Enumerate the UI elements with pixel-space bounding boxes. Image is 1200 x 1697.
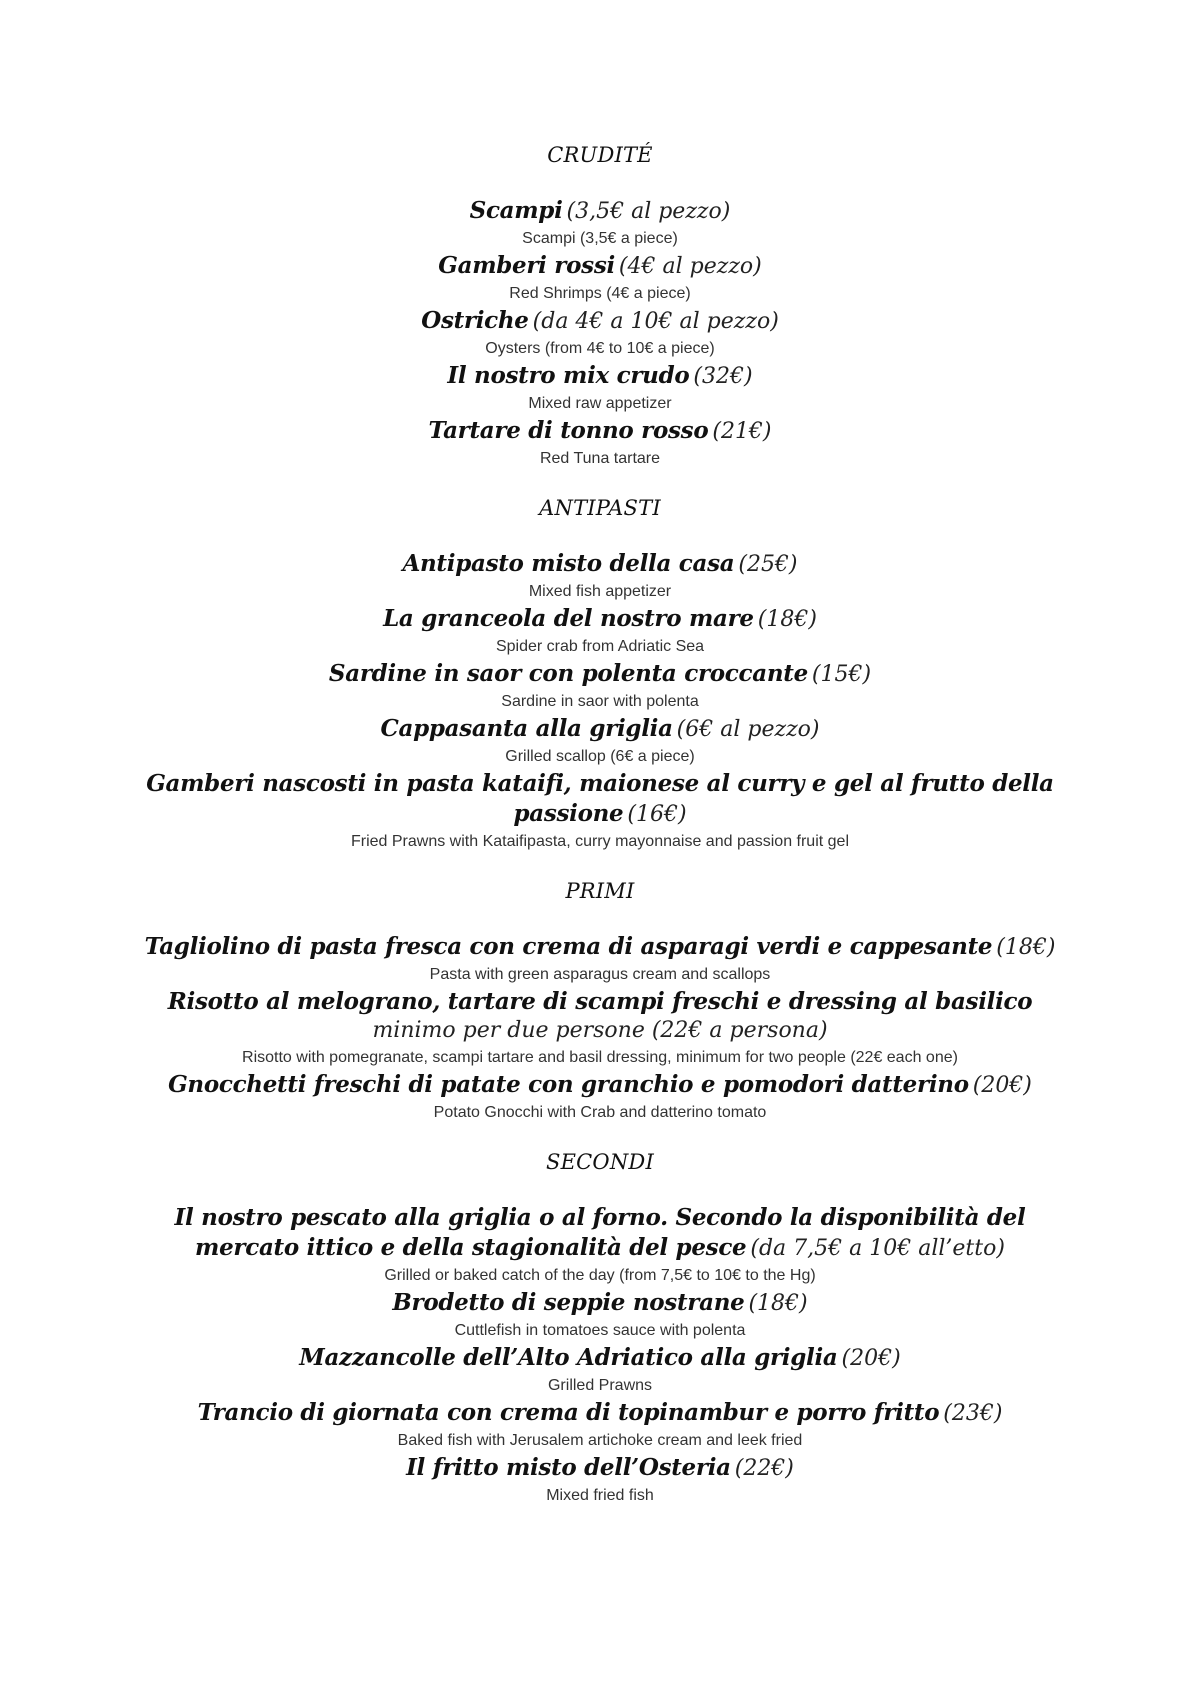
item-price: (da 7,5€ a 10€ all’etto): [750, 1236, 1005, 1261]
menu-item: [130, 769, 1070, 854]
item-name: Tartare di tonno rosso: [428, 417, 709, 444]
menu-item: [130, 361, 1070, 416]
section-crudite: [130, 140, 1070, 471]
item-name: Cappasanta alla griglia: [380, 715, 673, 742]
menu-item: [130, 714, 1070, 769]
item-translation: Red Tuna tartare: [539, 450, 661, 467]
section-title: SECONDI: [546, 1150, 654, 1174]
item-name: Risotto al melograno, tartare di scampi freschi e dressing al basilico: [167, 988, 1033, 1015]
item-translation: Grilled or baked catch of the day (from 7,5€ to 10€ to the Hg): [384, 1267, 816, 1284]
item-price: (18€): [748, 1291, 808, 1316]
menu-item: [130, 1070, 1070, 1125]
menu-item: [130, 1288, 1070, 1343]
menu-item: [130, 416, 1070, 471]
item-translation: Pasta with green asparagus cream and scallops: [429, 966, 771, 983]
item-name: Antipasto misto della casa: [402, 550, 735, 577]
item-name: Gamberi rossi: [438, 252, 615, 279]
item-name: Sardine in saor con polenta croccante: [328, 660, 808, 687]
item-price: (21€): [712, 419, 772, 444]
item-translation: Risotto with pomegranate, scampi tartare and basil dressing, minimum for two people (22€ each one): [242, 1049, 958, 1066]
menu-item: [130, 251, 1070, 306]
section-antipasti: [130, 493, 1070, 854]
item-translation: Oysters (from 4€ to 10€ a piece): [485, 340, 715, 357]
item-translation: Sardine in saor with polenta: [501, 693, 699, 710]
item-price: (6€ al pezzo): [676, 717, 820, 742]
item-translation: Mixed fish appetizer: [528, 583, 672, 600]
item-translation: Red Shrimps (4€ a piece): [509, 285, 691, 302]
item-name: Ostriche: [421, 307, 529, 334]
menu-content: [130, 140, 1070, 1508]
menu-item: [130, 1203, 1070, 1288]
item-translation: Grilled scallop (6€ a piece): [505, 748, 695, 765]
item-translation: Baked fish with Jerusalem artichoke cream and leek fried: [397, 1432, 803, 1449]
item-translation: Grilled Prawns: [547, 1377, 653, 1394]
item-name: Il fritto misto dell’Osteria: [406, 1454, 731, 1481]
item-price: (18€): [996, 935, 1056, 960]
item-price: (16€): [627, 802, 687, 827]
menu-item: [130, 196, 1070, 251]
item-price: (3,5€ al pezzo): [566, 199, 731, 224]
item-name: Il nostro mix crudo: [447, 362, 690, 389]
item-list: [130, 932, 1070, 1125]
item-price: (32€): [693, 364, 753, 389]
item-price: (25€): [738, 552, 798, 577]
menu-item: [130, 1453, 1070, 1508]
section-secondi: [130, 1147, 1070, 1508]
item-price: (20€): [841, 1346, 901, 1371]
item-note: minimo per due persone (22€ a persona): [372, 1018, 828, 1043]
item-translation: Spider crab from Adriatic Sea: [495, 638, 705, 655]
item-name: Il nostro pescato alla griglia o al forno. Secondo la disponibilità del mercato ittico e della stagionalità del pesce: [174, 1204, 1026, 1261]
item-name: La granceola del nostro mare: [383, 605, 754, 632]
menu-item: [130, 932, 1070, 987]
item-translation: Mixed raw appetizer: [528, 395, 672, 412]
menu-item: [130, 604, 1070, 659]
item-name: Tagliolino di pasta fresca con crema di asparagi verdi e cappesante: [144, 933, 993, 960]
menu-item: [130, 549, 1070, 604]
item-name: Scampi: [469, 197, 563, 224]
menu-item: [130, 659, 1070, 714]
menu-item: [130, 306, 1070, 361]
section-title: CRUDITÉ: [547, 143, 653, 167]
item-list: [130, 196, 1070, 471]
item-list: [130, 1203, 1070, 1508]
item-list: [130, 549, 1070, 854]
item-price: (da 4€ a 10€ al pezzo): [532, 309, 779, 334]
item-translation: Fried Prawns with Kataifipasta, curry mayonnaise and passion fruit gel: [350, 833, 849, 850]
section-primi: [130, 876, 1070, 1125]
menu-item: [130, 987, 1070, 1070]
item-name: Gamberi nascosti in pasta kataifi, maionese al curry e gel al frutto della passione: [146, 770, 1054, 827]
item-price: (15€): [811, 662, 872, 687]
item-price: (23€): [943, 1401, 1003, 1426]
item-translation: Mixed fried fish: [546, 1487, 654, 1504]
item-translation: Cuttlefish in tomatoes sauce with polenta: [454, 1322, 746, 1339]
item-name: Brodetto di seppie nostrane: [392, 1289, 745, 1316]
item-translation: Scampi (3,5€ a piece): [522, 230, 678, 247]
item-price: (20€): [972, 1073, 1032, 1098]
item-price: (22€): [734, 1456, 794, 1481]
menu-item: [130, 1343, 1070, 1398]
item-price: (18€): [757, 607, 817, 632]
item-name: Gnocchetti freschi di patate con granchio e pomodori datterino: [168, 1071, 969, 1098]
item-price: (4€ al pezzo): [618, 254, 762, 279]
item-name: Mazzancolle dell’Alto Adriatico alla griglia: [299, 1344, 838, 1371]
item-name: Trancio di giornata con crema di topinambur e porro fritto: [197, 1399, 940, 1426]
menu-item: [130, 1398, 1070, 1453]
section-title: ANTIPASTI: [539, 496, 661, 520]
section-title: PRIMI: [565, 879, 635, 903]
item-translation: Potato Gnocchi with Crab and datterino tomato: [433, 1104, 767, 1121]
